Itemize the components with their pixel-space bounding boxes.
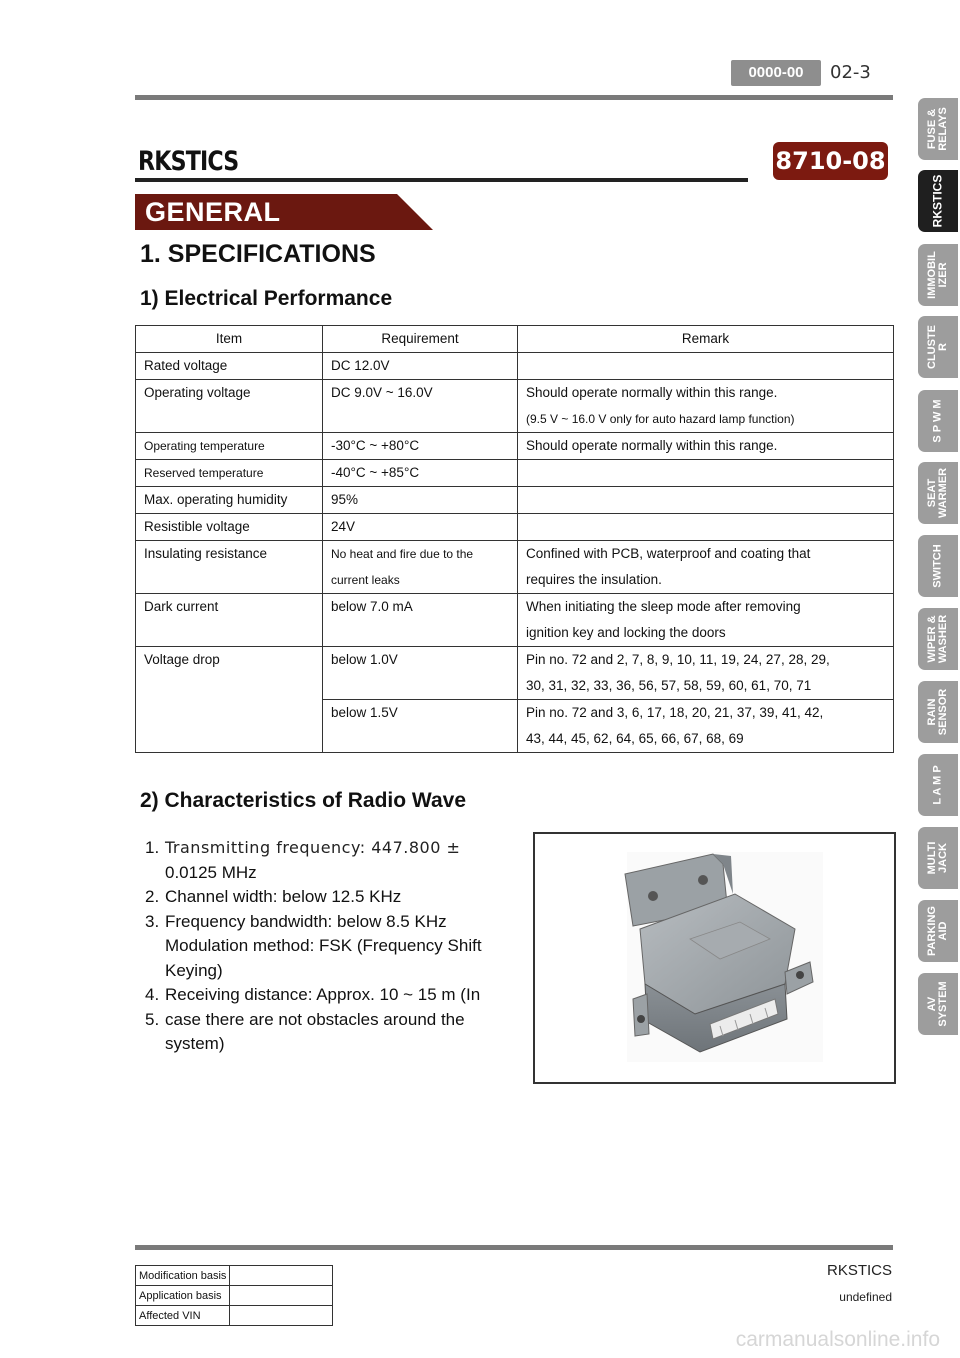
table-row [136, 433, 894, 460]
application-basis-label: Application basis [136, 1286, 230, 1306]
list-item [145, 836, 525, 885]
list-item-number: 2. [145, 887, 160, 906]
tab-lamp[interactable] [918, 754, 958, 816]
tab-av-system[interactable] [918, 973, 958, 1035]
list-item-number: 1. [145, 838, 160, 857]
table-row [136, 353, 894, 380]
list-item-text: Receiving distance: Approx. 10 ~ 15 m (In [165, 985, 481, 1004]
remark-line: requires the insulation. [526, 572, 662, 587]
remark-line: (9.5 V ~ 16.0 V only for auto hazard lamp function) [526, 412, 795, 426]
requirement-line: No heat and fire due to the [331, 547, 474, 561]
cell-item: Reserved temperature [136, 460, 323, 487]
tab-label: RAIN SENSOR [926, 688, 949, 736]
table-header-row [136, 326, 894, 353]
page-number: 02-3 [830, 62, 871, 83]
header-requirement: Requirement [323, 326, 518, 353]
requirement-line: current leaks [331, 573, 400, 587]
cell-remark [518, 594, 894, 647]
remark-line: 30, 31, 32, 33, 36, 56, 57, 58, 59, 60, 61, 70, 71 [526, 678, 812, 693]
general-banner-text: GENERAL [145, 197, 281, 227]
list-item-line: Keying) [165, 960, 223, 980]
remark-line: 43, 44, 45, 62, 64, 65, 66, 67, 68, 69 [526, 731, 744, 746]
list-item-text [165, 836, 525, 885]
cell-item: Operating voltage [136, 380, 323, 433]
cell-remark [518, 460, 894, 487]
tab-label: MULTI JACK [926, 841, 949, 875]
table-row [136, 1306, 333, 1326]
remark-line: Pin no. 72 and 3, 6, 17, 18, 20, 21, 37, 39, 41, 42, [526, 705, 824, 720]
remark-line: Should operate normally within this range. [526, 385, 778, 400]
tab-parking-aid[interactable] [918, 900, 958, 962]
cell-requirement: -30°C ~ +80°C [323, 433, 518, 460]
cell-requirement: -40°C ~ +85°C [323, 460, 518, 487]
affected-vin-value [230, 1306, 333, 1326]
list-item [145, 1008, 525, 1057]
tab-label: CLUSTE R [926, 325, 949, 369]
table-row [136, 460, 894, 487]
cell-remark [518, 380, 894, 433]
cell-remark [518, 541, 894, 594]
modification-basis-value [230, 1266, 333, 1286]
header-item: Item [136, 326, 323, 353]
list-item-line: system) [165, 1034, 225, 1053]
tab-label: SEAT WARMER [926, 467, 949, 519]
rkstics-module-illustration [535, 834, 894, 1082]
tab-label: L A M P [931, 765, 944, 805]
remark-line: Confined with PCB, waterproof and coating that [526, 546, 811, 561]
tab-label: SWITCH [931, 544, 944, 588]
list-item-text: Channel width: below 12.5 KHz [165, 887, 402, 906]
tab-cluster[interactable] [918, 316, 958, 378]
tab-switch[interactable] [918, 535, 958, 597]
table-row [136, 594, 894, 647]
tab-label: IMMOBIL IZER [926, 251, 949, 299]
remark-line: When initiating the sleep mode after removing [526, 599, 801, 614]
cell-remark [518, 487, 894, 514]
cell-item: Voltage drop [136, 647, 323, 753]
chapter-rule [135, 178, 748, 182]
list-item-line: Transmitting frequency: 447.800 ± [165, 838, 461, 857]
cell-requirement: 95% [323, 487, 518, 514]
list-item-text [165, 910, 525, 984]
affected-vin-label: Affected VIN [136, 1306, 230, 1326]
cell-requirement: below 1.0V [323, 647, 518, 700]
cell-remark [518, 647, 894, 700]
tab-label: S P W M [931, 399, 944, 443]
tab-label: WIPER & WASHER [926, 614, 949, 664]
table-row [136, 541, 894, 594]
list-item [145, 983, 525, 1008]
footer-module-name: RKSTICS [826, 1262, 892, 1279]
tab-spwm[interactable] [918, 390, 958, 452]
table-row [136, 380, 894, 433]
section-heading: 1. SPECIFICATIONS [140, 240, 376, 268]
subsection-heading-radio: 2) Characteristics of Radio Wave [140, 789, 466, 812]
cell-requirement: DC 12.0V [323, 353, 518, 380]
watermark: carmanualsonline.info [735, 1328, 940, 1351]
table-row [136, 647, 894, 700]
remark-line: ignition key and locking the doors [526, 625, 726, 640]
cell-remark [518, 353, 894, 380]
list-item-line: 0.0125 MHz [165, 862, 257, 882]
cell-item: Max. operating humidity [136, 487, 323, 514]
tab-immobilizer[interactable] [918, 244, 958, 306]
list-item [145, 910, 525, 984]
electrical-performance-table [135, 325, 894, 753]
tab-fuse-relays[interactable] [918, 98, 958, 160]
radio-characteristics-list [145, 836, 525, 1057]
cell-remark [518, 700, 894, 753]
tab-multi-jack[interactable] [918, 827, 958, 889]
cell-requirement: below 1.5V [323, 700, 518, 753]
table-row [136, 1266, 333, 1286]
table-row [136, 487, 894, 514]
modification-table [135, 1265, 333, 1326]
chapter-title: RKSTICS [138, 146, 239, 177]
cell-requirement [323, 541, 518, 594]
cell-item: Resistible voltage [136, 514, 323, 541]
cell-remark: Should operate normally within this range. [518, 433, 894, 460]
tab-wiper-washer[interactable] [918, 608, 958, 670]
header-code-badge: 0000-00 [731, 60, 821, 86]
cell-item: Operating temperature [136, 433, 323, 460]
tab-label: RKSTICS [930, 174, 945, 228]
cell-requirement: below 7.0 mA [323, 594, 518, 647]
tab-rkstics[interactable] [918, 170, 958, 232]
cell-requirement: 24V [323, 514, 518, 541]
list-item-number: 5. [145, 1009, 160, 1029]
tab-label: PARKING AID [926, 906, 949, 956]
cell-item: Insulating resistance [136, 541, 323, 594]
list-item-text [165, 1008, 525, 1057]
remark-line: Pin no. 72 and 2, 7, 8, 9, 10, 11, 19, 24, 27, 28, 29, [526, 652, 830, 667]
application-basis-value [230, 1286, 333, 1306]
top-rule [135, 95, 893, 100]
list-item-line: Frequency bandwidth: below 8.5 KHz [165, 911, 447, 931]
list-item [145, 885, 525, 910]
table-row [136, 514, 894, 541]
list-item-number: 3. [145, 911, 160, 931]
cell-remark [518, 514, 894, 541]
list-item-line: case there are not obstacles around the [165, 1009, 465, 1029]
cell-requirement: DC 9.0V ~ 16.0V [323, 380, 518, 433]
cell-item: Rated voltage [136, 353, 323, 380]
module-photo-frame [533, 832, 896, 1084]
footer-rule [135, 1245, 893, 1250]
list-item-line: Modulation method: FSK (Frequency Shift [165, 936, 482, 955]
modification-basis-label: Modification basis [136, 1266, 230, 1286]
cell-item: Dark current [136, 594, 323, 647]
tab-label: FUSE & RELAYS [926, 107, 949, 151]
list-item-number: 4. [145, 985, 160, 1004]
tab-label: AV SYSTEM [926, 981, 949, 1027]
tab-seat-warmer[interactable] [918, 462, 958, 524]
table-row [136, 1286, 333, 1306]
tab-rain-sensor[interactable] [918, 681, 958, 743]
header-remark: Remark [518, 326, 894, 353]
chapter-code-badge: 8710-08 [773, 142, 888, 180]
subsection-heading-electrical: 1) Electrical Performance [140, 287, 393, 310]
footer-subtext: undefined [839, 1290, 892, 1304]
